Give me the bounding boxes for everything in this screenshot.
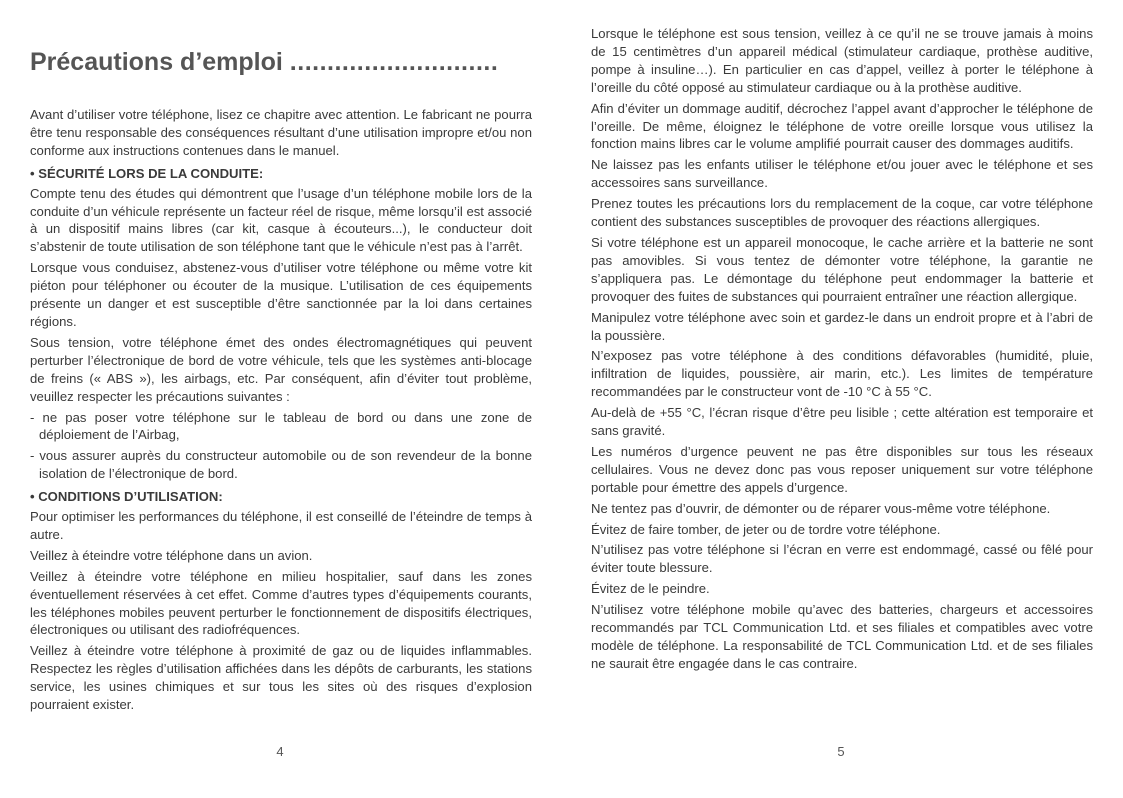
section-heading-driving: • SÉCURITÉ LORS DE LA CONDUITE:: [30, 165, 264, 181]
paragraph: Compte tenu des études qui démontrent que l’usage d’un téléphone mobile lors de la conduite d’un véhicule représente un facteur réel de risque, même lorsqu’il est associé à un dispositif mains libres (car kit, casque à écouteurs...), le conducteur doit s’abstenir de toute utilisation de son téléphone tant que le véhicule n’est pas à l’arrêt.: [30, 185, 532, 255]
paragraph: N’utilisez pas votre téléphone si l’écran en verre est endommagé, cassé ou fêlé pour éviter toute blessure.: [591, 542, 1093, 576]
left-page: [30, 0, 532, 798]
right-body: [591, 25, 1093, 676]
paragraph: Afin d’éviter un dommage auditif, décrochez l’appel avant d’approcher le téléphone de l’oreille. De même, éloignez le téléphone de votre oreille lorsque vous utilisez la fonction mains libres car le volume amplifié pourrait causer des dommages auditifs.: [591, 100, 1093, 152]
paragraph: Prenez toutes les précautions lors du remplacement de la coque, car votre téléphone contient des substances susceptibles de provoquer des réactions allergiques.: [591, 196, 1093, 230]
paragraph: Évitez de le peindre.: [591, 581, 710, 597]
paragraph: Pour optimiser les performances du téléphone, il est conseillé de l’éteindre de temps à autre.: [30, 509, 532, 542]
title-text: Précautions d’emploi: [30, 48, 283, 76]
paragraph: N’utilisez votre téléphone mobile qu’avec des batteries, chargeurs et accessoires recommandés par TCL Communication Ltd. et ses filiales et compatibles avec votre modèle de téléphone. La responsabilité de TCL Communication Ltd. et de ses filiales ne saurait être engagée dans le cas contraire.: [591, 602, 1093, 671]
dash-list-item: - ne pas poser votre téléphone sur le tableau de bord ou dans une zone de déploiement de l’Airbag,: [30, 409, 532, 443]
paragraph: Manipulez votre téléphone avec soin et gardez-le dans un endroit propre et à l’abri de la poussière.: [591, 309, 1093, 343]
page-title: [30, 48, 550, 77]
paragraph: N’exposez pas votre téléphone à des conditions défavorables (humidité, pluie, infiltration de liquides, poussière, air marin, etc.). Les limites de température recommandées par le constructeur vont de -10 °C à 55 °C.: [591, 348, 1093, 400]
paragraph: Les numéros d’urgence peuvent ne pas être disponibles sur tous les réseaux cellulaires. Vous ne devez donc pas vous reposer uniquement sur votre téléphone portable pour émettre des appels d’urgence.: [591, 443, 1093, 495]
page-number: 5: [837, 744, 845, 759]
paragraph: Ne tentez pas d’ouvrir, de démonter ou de réparer vous-même votre téléphone.: [591, 500, 1051, 516]
dash-list-item: - vous assurer auprès du constructeur automobile ou de son revendeur de la bonne isolation de l’électronique de bord.: [30, 448, 532, 482]
paragraph: Évitez de faire tomber, de jeter ou de tordre votre téléphone.: [591, 521, 941, 537]
paragraph: Veillez à éteindre votre téléphone dans un avion.: [30, 547, 313, 563]
paragraph: Ne laissez pas les enfants utiliser le téléphone et/ou jouer avec le téléphone et ses accessoires sans surveillance.: [591, 157, 1093, 191]
paragraph: Si votre téléphone est un appareil monocoque, le cache arrière et la batterie ne sont pas amovibles. Si vous tentez de démonter votre téléphone, la garantie ne s’appliquera pas. Le démontage du téléphone peut endommager la batterie et provoquer des fuites de substances qui pourraient entraîner une réaction allergique.: [591, 234, 1093, 304]
paragraph: Au-delà de +55 °C, l’écran risque d’être peu lisible ; cette altération est temporaire et sans gravité.: [591, 405, 1093, 439]
left-body: [30, 106, 532, 717]
paragraph: Sous tension, votre téléphone émet des ondes électromagnétiques qui peuvent perturber l’électronique de bord de votre véhicule, tels que les systèmes anti-blocage de freins (« ABS »), les airbags, etc. Par conséquent, afin d’éviter tout problème, veuillez respecter les précautions suivantes :: [30, 334, 532, 404]
paragraph: Lorsque vous conduisez, abstenez-vous d’utiliser votre téléphone ou même votre kit piéton pour téléphoner ou écouter de la musique. L’utilisation de ces équipements présente un danger et est susceptible d’être sanctionnée par la loi dans certaines régions.: [30, 260, 532, 329]
section-heading-usage: • CONDITIONS D’UTILISATION:: [30, 489, 223, 505]
page-number: 4: [276, 744, 284, 759]
paragraph: Lorsque le téléphone est sous tension, veillez à ce qu’il ne se trouve jamais à moins de 15 centimètres d’un appareil médical (stimulateur cardiaque, prothèse auditive, pompe à insuline…). En particulier en cas d’appel, veillez à porter le téléphone à l’oreille du côté opposé au stimulateur cardiaque ou à la prothèse auditive.: [591, 26, 1093, 95]
intro-paragraph: Avant d’utiliser votre téléphone, lisez ce chapitre avec attention. Le fabricant ne pourra être tenu responsable des conséquences résultant d’une utilisation impropre et/ou non conforme aux instructions contenues dans le manuel.: [30, 107, 532, 158]
paragraph: Veillez à éteindre votre téléphone à proximité de gaz ou de liquides inflammables. Respectez les règles d’utilisation affichées dans les dépôts de carburants, les stations service, les usines chimiques et sur tous les sites où des risques d’explosion pourraient exister.: [30, 643, 532, 713]
right-page: [591, 0, 1093, 798]
title-dot-leader: ............................: [289, 48, 499, 76]
paragraph: Veillez à éteindre votre téléphone en milieu hospitalier, sauf dans les zones éventuellement réservées à cet effet. Comme d’autres types d’équipements courants, les téléphones mobiles peuvent perturber le fonctionnement de dispositifs électriques, électroniques ou utilisant des radiofréquences.: [30, 568, 532, 638]
